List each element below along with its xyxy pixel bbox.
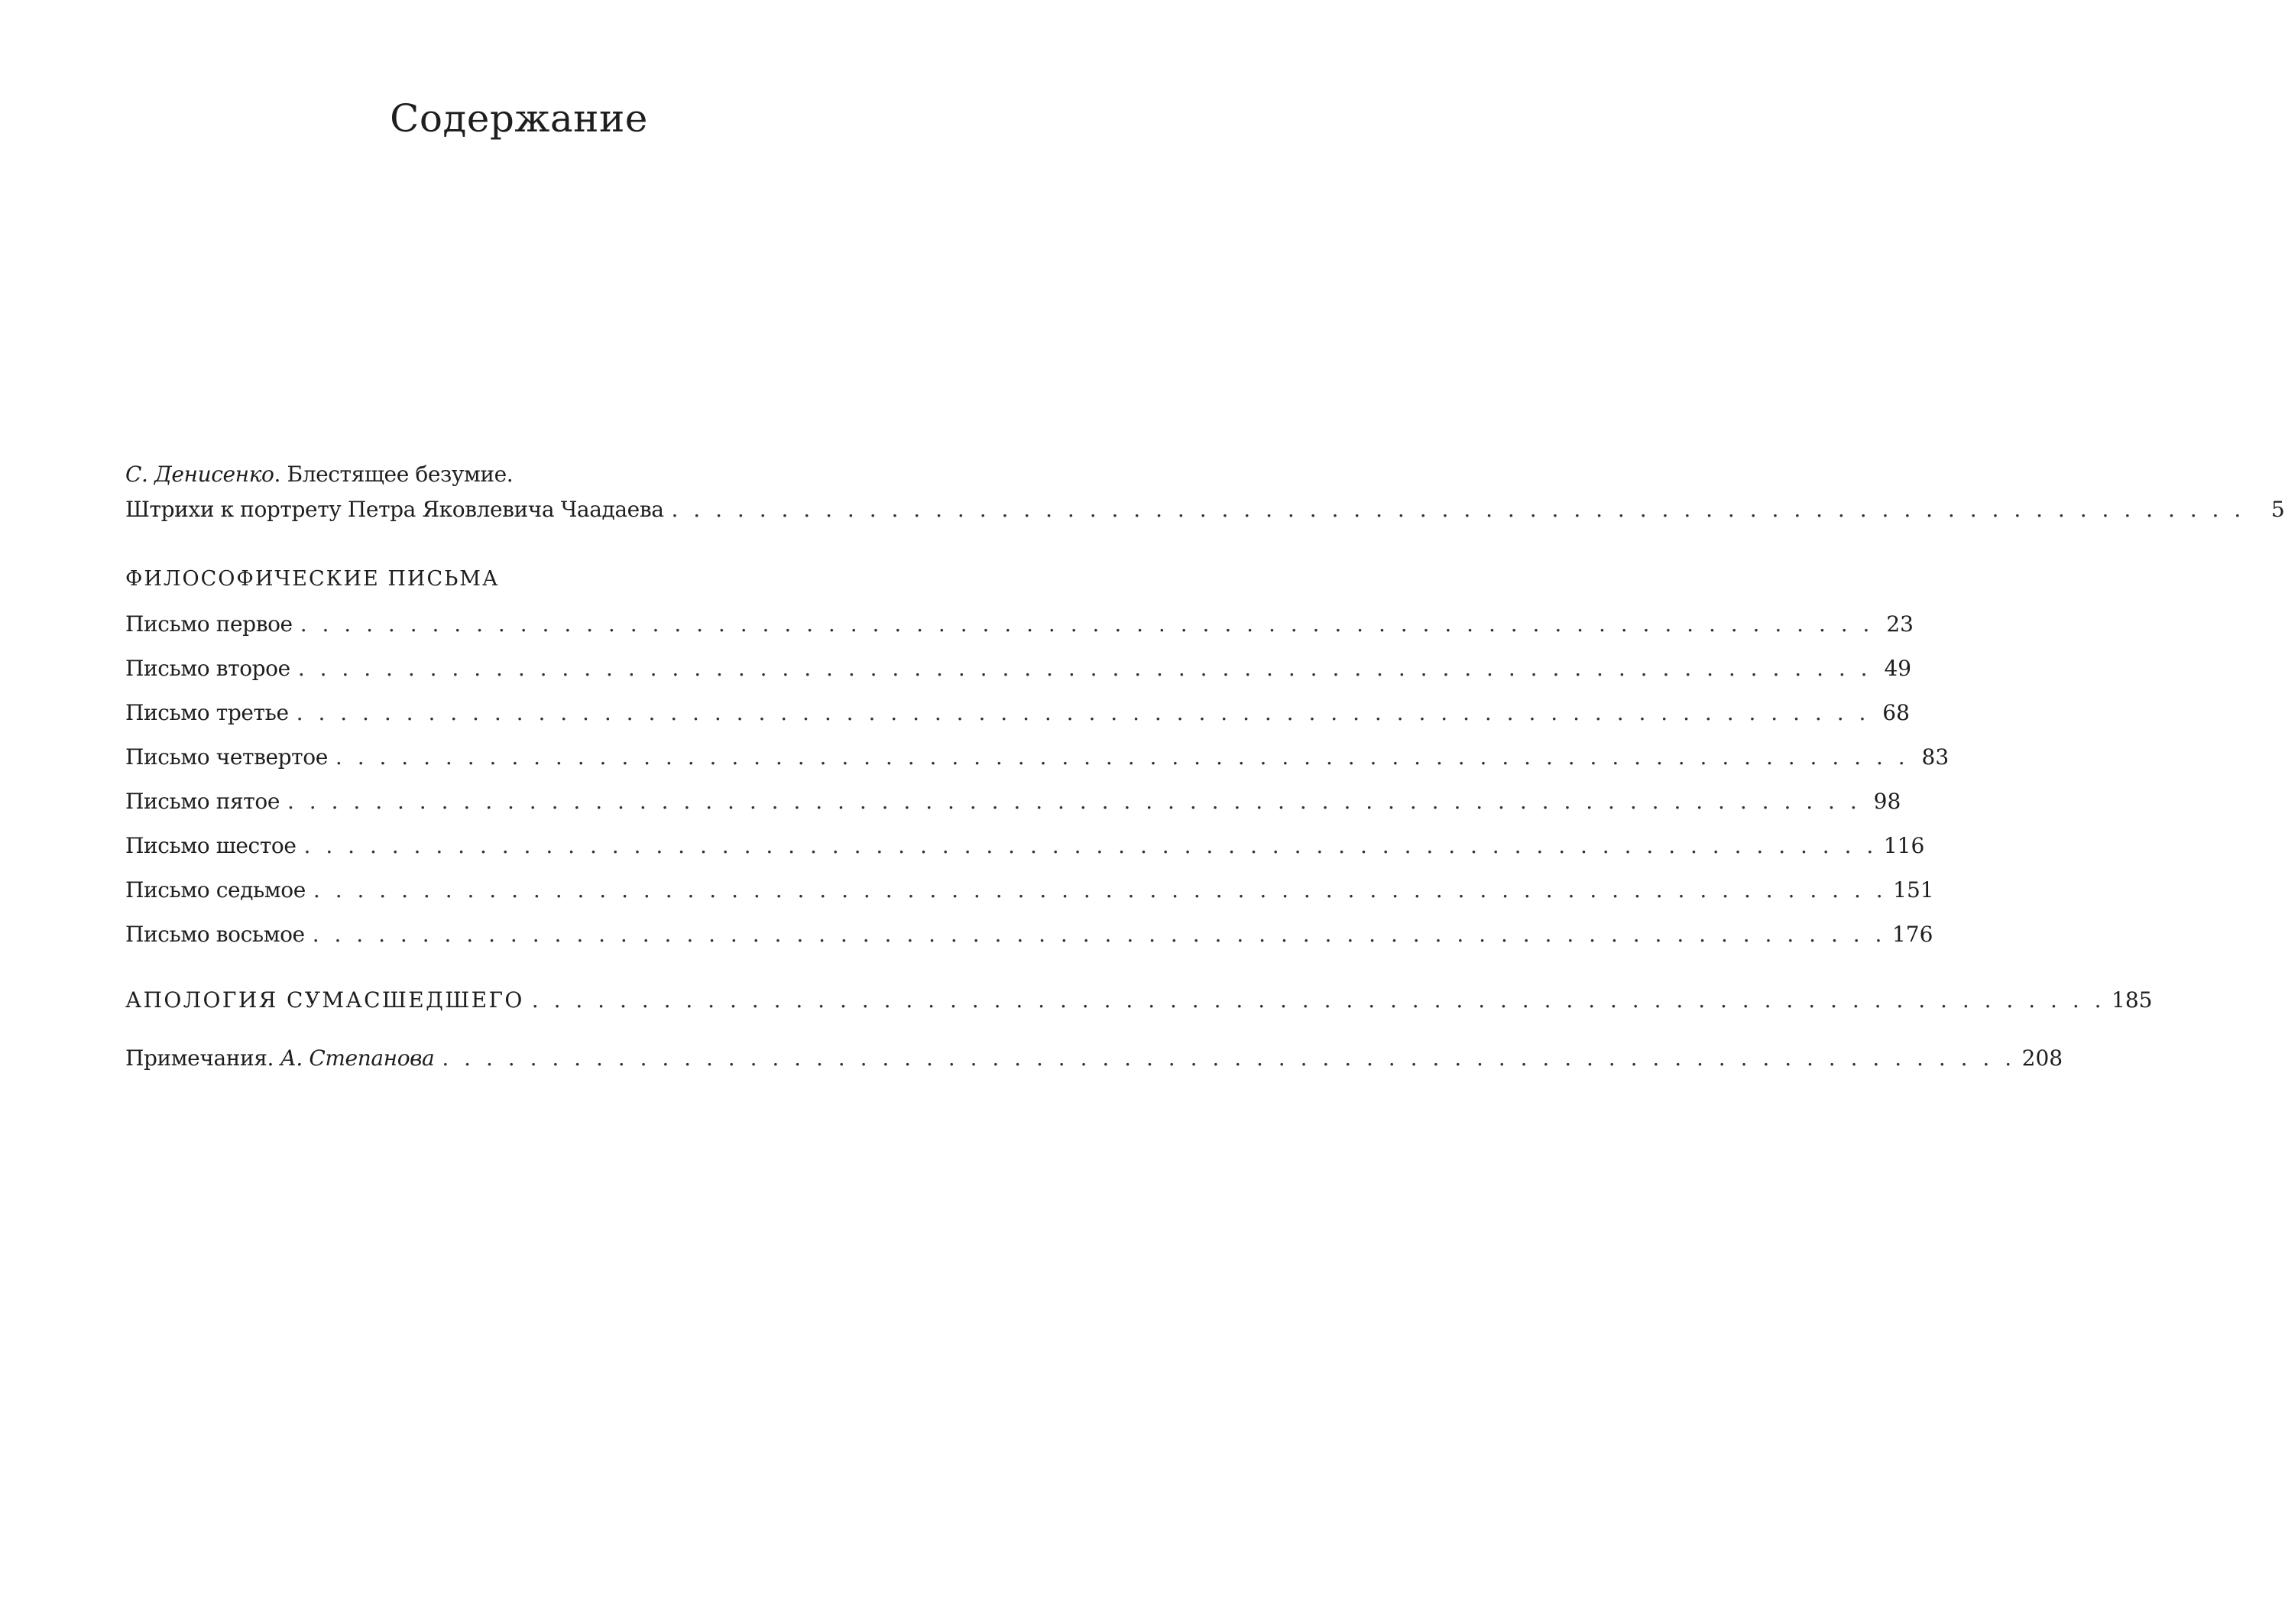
page-number: 98 — [1873, 789, 1901, 814]
section-heading: ФИЛОСОФИЧЕСКИЕ ПИСЬМА — [125, 567, 500, 591]
letter-label: Письмо пятое — [125, 789, 280, 814]
letter-label: Письмо второе — [125, 656, 290, 681]
dot-leader: . . . . . . . . . . . . . . . . . . . . . . . . . . . . . . . . . . . . . . . . . . . . . . . . . . . . . . . . . . . . . . . . . . . . . . . . — [671, 497, 2245, 522]
toc-entry-intro[interactable] — [125, 492, 2285, 527]
page-number: 176 — [1891, 922, 1933, 947]
intro-title-line2: Штрихи к портрету Петра Яковлевича Чаадаева — [125, 497, 664, 522]
letter-label: Письмо восьмое — [125, 922, 305, 947]
page-number: 23 — [1886, 611, 1914, 637]
letter-label: Письмо шестое — [125, 833, 297, 858]
apology-label: АПОЛОГИЯ СУМАСШЕДШЕГО — [125, 987, 524, 1013]
toc-entry-letter[interactable] — [125, 912, 1933, 957]
toc-entry-letter[interactable] — [125, 647, 1912, 691]
toc-entry-notes[interactable] — [125, 1036, 2063, 1081]
page-number: 151 — [1893, 877, 1934, 903]
dot-leader: . . . . . . . . . . . . . . . . . . . . . . . . . . . . . . . . . . . . . . . . . . . . . . . . . . . . . . . . . . . . . . . . . . . . . . . . — [442, 1045, 2016, 1071]
page-number: 68 — [1882, 700, 1910, 725]
dot-leader: . . . . . . . . . . . . . . . . . . . . . . . . . . . . . . . . . . . . . . . . . . . . . . . . . . . . . . . . . . . . . . . . . . . . . . . . — [303, 833, 1878, 858]
dot-leader: . . . . . . . . . . . . . . . . . . . . . . . . . . . . . . . . . . . . . . . . . . . . . . . . . . . . . . . . . . . . . . . . . . . . . . . . — [287, 789, 1862, 814]
page-number: 185 — [2112, 987, 2153, 1013]
toc-entry-letter[interactable] — [125, 735, 1950, 780]
dot-leader: . . . . . . . . . . . . . . . . . . . . . . . . . . . . . . . . . . . . . . . . . . . . . . . . . . . . . . . . . . . . . . . . . . . . . . . . — [296, 700, 1870, 725]
toc-entry-intro-line1 — [125, 457, 899, 492]
dot-leader: . . . . . . . . . . . . . . . . . . . . . . . . . . . . . . . . . . . . . . . . . . . . . . . . . . . . . . . . . . . . . . . . . . . . . . . . — [300, 611, 1874, 637]
letter-label: Письмо первое — [125, 611, 293, 637]
dot-leader: . . . . . . . . . . . . . . . . . . . . . . . . . . . . . . . . . . . . . . . . . . . . . . . . . . . . . . . . . . . . . . . . . . . . . . . . — [531, 987, 2106, 1013]
page-number: 49 — [1884, 656, 1912, 681]
page-number: 83 — [1921, 744, 1950, 770]
letter-label: Письмо седьмое — [125, 877, 306, 903]
toc-entry-letter[interactable] — [125, 868, 1934, 912]
toc-entry-letter[interactable] — [125, 780, 1901, 824]
notes-author: А. Степанова — [280, 1045, 435, 1071]
page-number: 5 — [2270, 497, 2285, 522]
page-title: Содержание — [390, 96, 648, 141]
toc-entry-letter[interactable] — [125, 691, 1910, 735]
dot-leader: . . . . . . . . . . . . . . . . . . . . . . . . . . . . . . . . . . . . . . . . . . . . . . . . . . . . . . . . . . . . . . . . . . . . . . . . — [335, 744, 1910, 770]
notes-title: Примечания. — [125, 1045, 274, 1071]
intro-title-line1: Блестящее безумие. — [287, 462, 514, 487]
letter-label: Письмо четвертое — [125, 744, 328, 770]
intro-author: С. Денисенко — [125, 462, 274, 487]
dot-leader: . . . . . . . . . . . . . . . . . . . . . . . . . . . . . . . . . . . . . . . . . . . . . . . . . . . . . . . . . . . . . . . . . . . . . . . . — [313, 877, 1888, 903]
toc-entry-letter[interactable] — [125, 602, 1914, 647]
toc-entry-letter[interactable] — [125, 824, 1925, 868]
dot-leader: . . . . . . . . . . . . . . . . . . . . . . . . . . . . . . . . . . . . . . . . . . . . . . . . . . . . . . . . . . . . . . . . . . . . . . . . — [312, 922, 1886, 947]
table-of-contents — [125, 457, 2285, 1081]
notes-label — [125, 1036, 434, 1081]
toc-entry-apology[interactable] — [125, 978, 2153, 1023]
intro-author-period: . — [274, 462, 287, 487]
page-number: 116 — [1883, 833, 1925, 858]
dot-leader: . . . . . . . . . . . . . . . . . . . . . . . . . . . . . . . . . . . . . . . . . . . . . . . . . . . . . . . . . . . . . . . . . . . . . . . . — [297, 656, 1872, 681]
page-number: 208 — [2021, 1045, 2063, 1071]
letter-label: Письмо третье — [125, 700, 289, 725]
